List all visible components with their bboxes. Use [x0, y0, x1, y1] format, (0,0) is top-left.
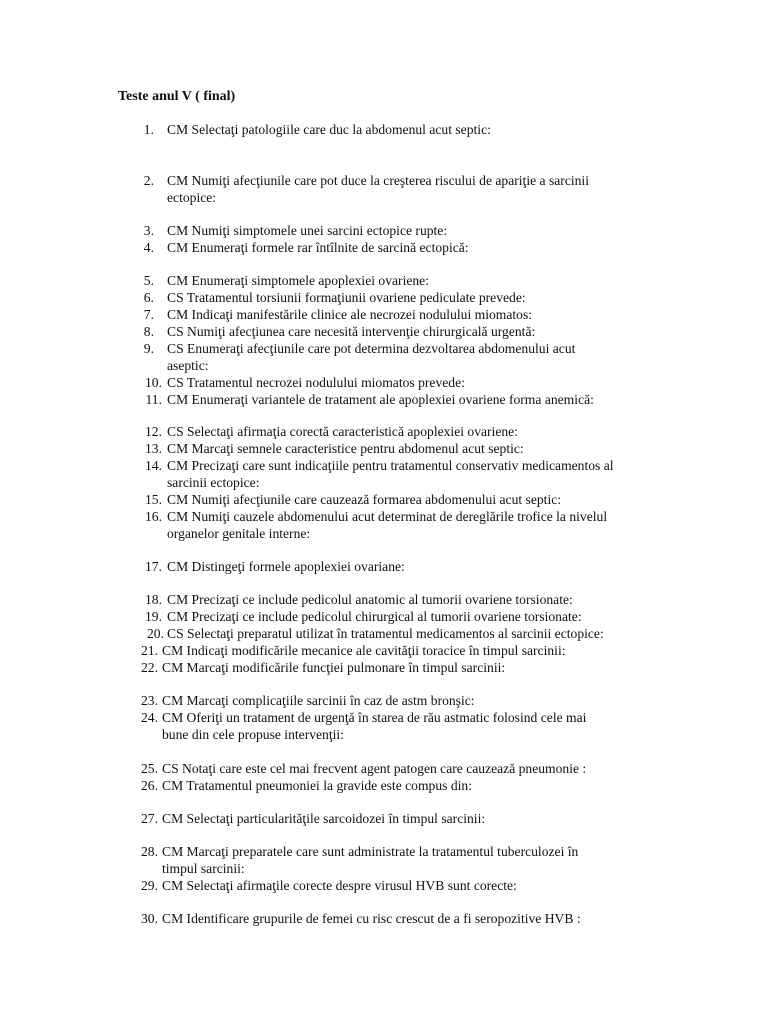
- item-number: 24.: [141, 710, 158, 725]
- item-number: 15.: [145, 492, 162, 507]
- item-number: 13.: [145, 441, 162, 456]
- item-number: 8.: [143, 324, 154, 339]
- item-text: CM Enumeraţi simptomele apoplexiei ovariene:: [167, 273, 429, 288]
- item-number: 16.: [145, 509, 162, 524]
- item-text: CS Numiţi afecţiunea care necesită intervenţie chirurgicală urgentă:: [167, 324, 536, 339]
- item-text: CM Indicaţi manifestările clinice ale necrozei nodulului miomatos:: [167, 307, 533, 322]
- item-text-continuation: sarcinii ectopice:: [167, 475, 260, 490]
- item-text: CM Marcaţi modificările funcţiei pulmonare în timpul sarcinii:: [162, 660, 506, 675]
- item-number: 12.: [145, 424, 162, 439]
- item-text: CM Numiţi cauzele abdomenului acut determinat de dereglările trofice la nivelul: [167, 509, 608, 524]
- item-text: CM Marcaţi complicaţiile sarcinii în caz de astm bronşic:: [162, 693, 475, 708]
- item-text: CM Selectaţi patologiile care duc la abdomenul acut septic:: [167, 122, 491, 137]
- item-text: CM Selectaţi afirmaţile corecte despre virusul HVB sunt corecte:: [162, 878, 517, 893]
- item-text: CS Tratamentul torsiunii formaţiunii ovariene pediculate prevede:: [167, 290, 526, 305]
- item-number: 29.: [141, 878, 158, 893]
- item-text: CM Indicaţi modificările mecanice ale cavităţii toracice în timpul sarcinii:: [162, 643, 566, 658]
- item-text: CS Tratamentul necrozei nodulului miomatos prevede:: [167, 375, 465, 390]
- item-text: CS Selectaţi afirmaţia corectă caracteristică apoplexiei ovariene:: [167, 424, 518, 439]
- item-text: CM Enumeraţi formele rar întîlnite de sarcină ectopică:: [167, 240, 469, 255]
- item-text: CM Tratamentul pneumoniei la gravide este compus din:: [162, 778, 472, 793]
- item-text: CS Enumeraţi afecţiunile care pot determina dezvoltarea abdomenului acut: [167, 341, 576, 356]
- item-text-continuation: bune din cele propuse intervenţii:: [162, 727, 344, 742]
- item-text: CM Numiţi afecţiunile care pot duce la creşterea riscului de apariţie a sarcinii: [167, 173, 589, 188]
- item-number: 4.: [143, 240, 154, 255]
- item-number: 5.: [143, 273, 154, 288]
- item-number: 10.: [145, 375, 162, 390]
- item-text: CM Precizaţi ce include pedicolul chirurgical al tumorii ovariene torsionate:: [167, 609, 582, 624]
- item-number: 21.: [141, 643, 158, 658]
- item-number: 22.: [141, 660, 158, 675]
- item-number: 19.: [145, 609, 162, 624]
- item-text-continuation: ectopice:: [167, 190, 217, 205]
- item-number: 9.: [143, 341, 154, 356]
- item-number: 7.: [143, 307, 154, 322]
- item-text: CM Marcaţi preparatele care sunt administrate la tratamentul tuberculozei în: [162, 844, 579, 859]
- item-text: CM Numiţi afecţiunile care cauzează formarea abdomenului acut septic:: [167, 492, 562, 507]
- item-text: CS Notaţi care este cel mai frecvent agent patogen care cauzează pneumonie :: [162, 761, 587, 776]
- item-number: 2.: [143, 173, 154, 188]
- item-number: 30.: [141, 911, 158, 926]
- item-number: 1.: [143, 122, 154, 137]
- item-text: CM Precizaţi care sunt indicaţiile pentru tratamentul conservativ medicamentos al: [167, 458, 614, 473]
- item-number: 6.: [143, 290, 154, 305]
- item-number: 17.: [145, 559, 162, 574]
- item-number: 11.: [145, 392, 162, 407]
- item-text: CM Selectaţi particularităţile sarcoidozei în timpul sarcinii:: [162, 811, 486, 826]
- item-number: 18.: [145, 592, 162, 607]
- item-number: 14.: [145, 458, 162, 473]
- item-text: CS Selectaţi preparatul utilizat în tratamentul medicamentos al sarcinii ectopice:: [167, 626, 604, 641]
- item-text-continuation: organelor genitale interne:: [167, 526, 311, 541]
- item-number: 26.: [141, 778, 158, 793]
- item-text: CM Marcaţi semnele caracteristice pentru abdomenul acut septic:: [167, 441, 524, 456]
- page-title: Teste anul V ( final): [118, 89, 236, 104]
- item-text: CM Enumeraţi variantele de tratament ale apoplexiei ovariene forma anemică:: [167, 392, 594, 407]
- item-text: CM Precizaţi ce include pedicolul anatomic al tumorii ovariene torsionate:: [167, 592, 573, 607]
- item-text: CM Numiţi simptomele unei sarcini ectopice rupte:: [167, 223, 448, 238]
- item-number: 27.: [141, 811, 158, 826]
- item-text: CM Identificare grupurile de femei cu risc crescut de a fi seropozitive HVB :: [162, 911, 581, 926]
- item-number: 3.: [143, 223, 154, 238]
- item-text: CM Distingeţi formele apoplexiei ovariane:: [167, 559, 405, 574]
- item-number: 23.: [141, 693, 158, 708]
- item-text: CM Oferiţi un tratament de urgenţă în starea de rău astmatic folosind cele mai: [162, 710, 587, 725]
- item-text-continuation: aseptic:: [167, 358, 209, 373]
- item-number: 25.: [141, 761, 158, 776]
- item-number: 28.: [141, 844, 158, 859]
- item-number: 20.: [147, 626, 164, 641]
- item-text-continuation: timpul sarcinii:: [162, 861, 245, 876]
